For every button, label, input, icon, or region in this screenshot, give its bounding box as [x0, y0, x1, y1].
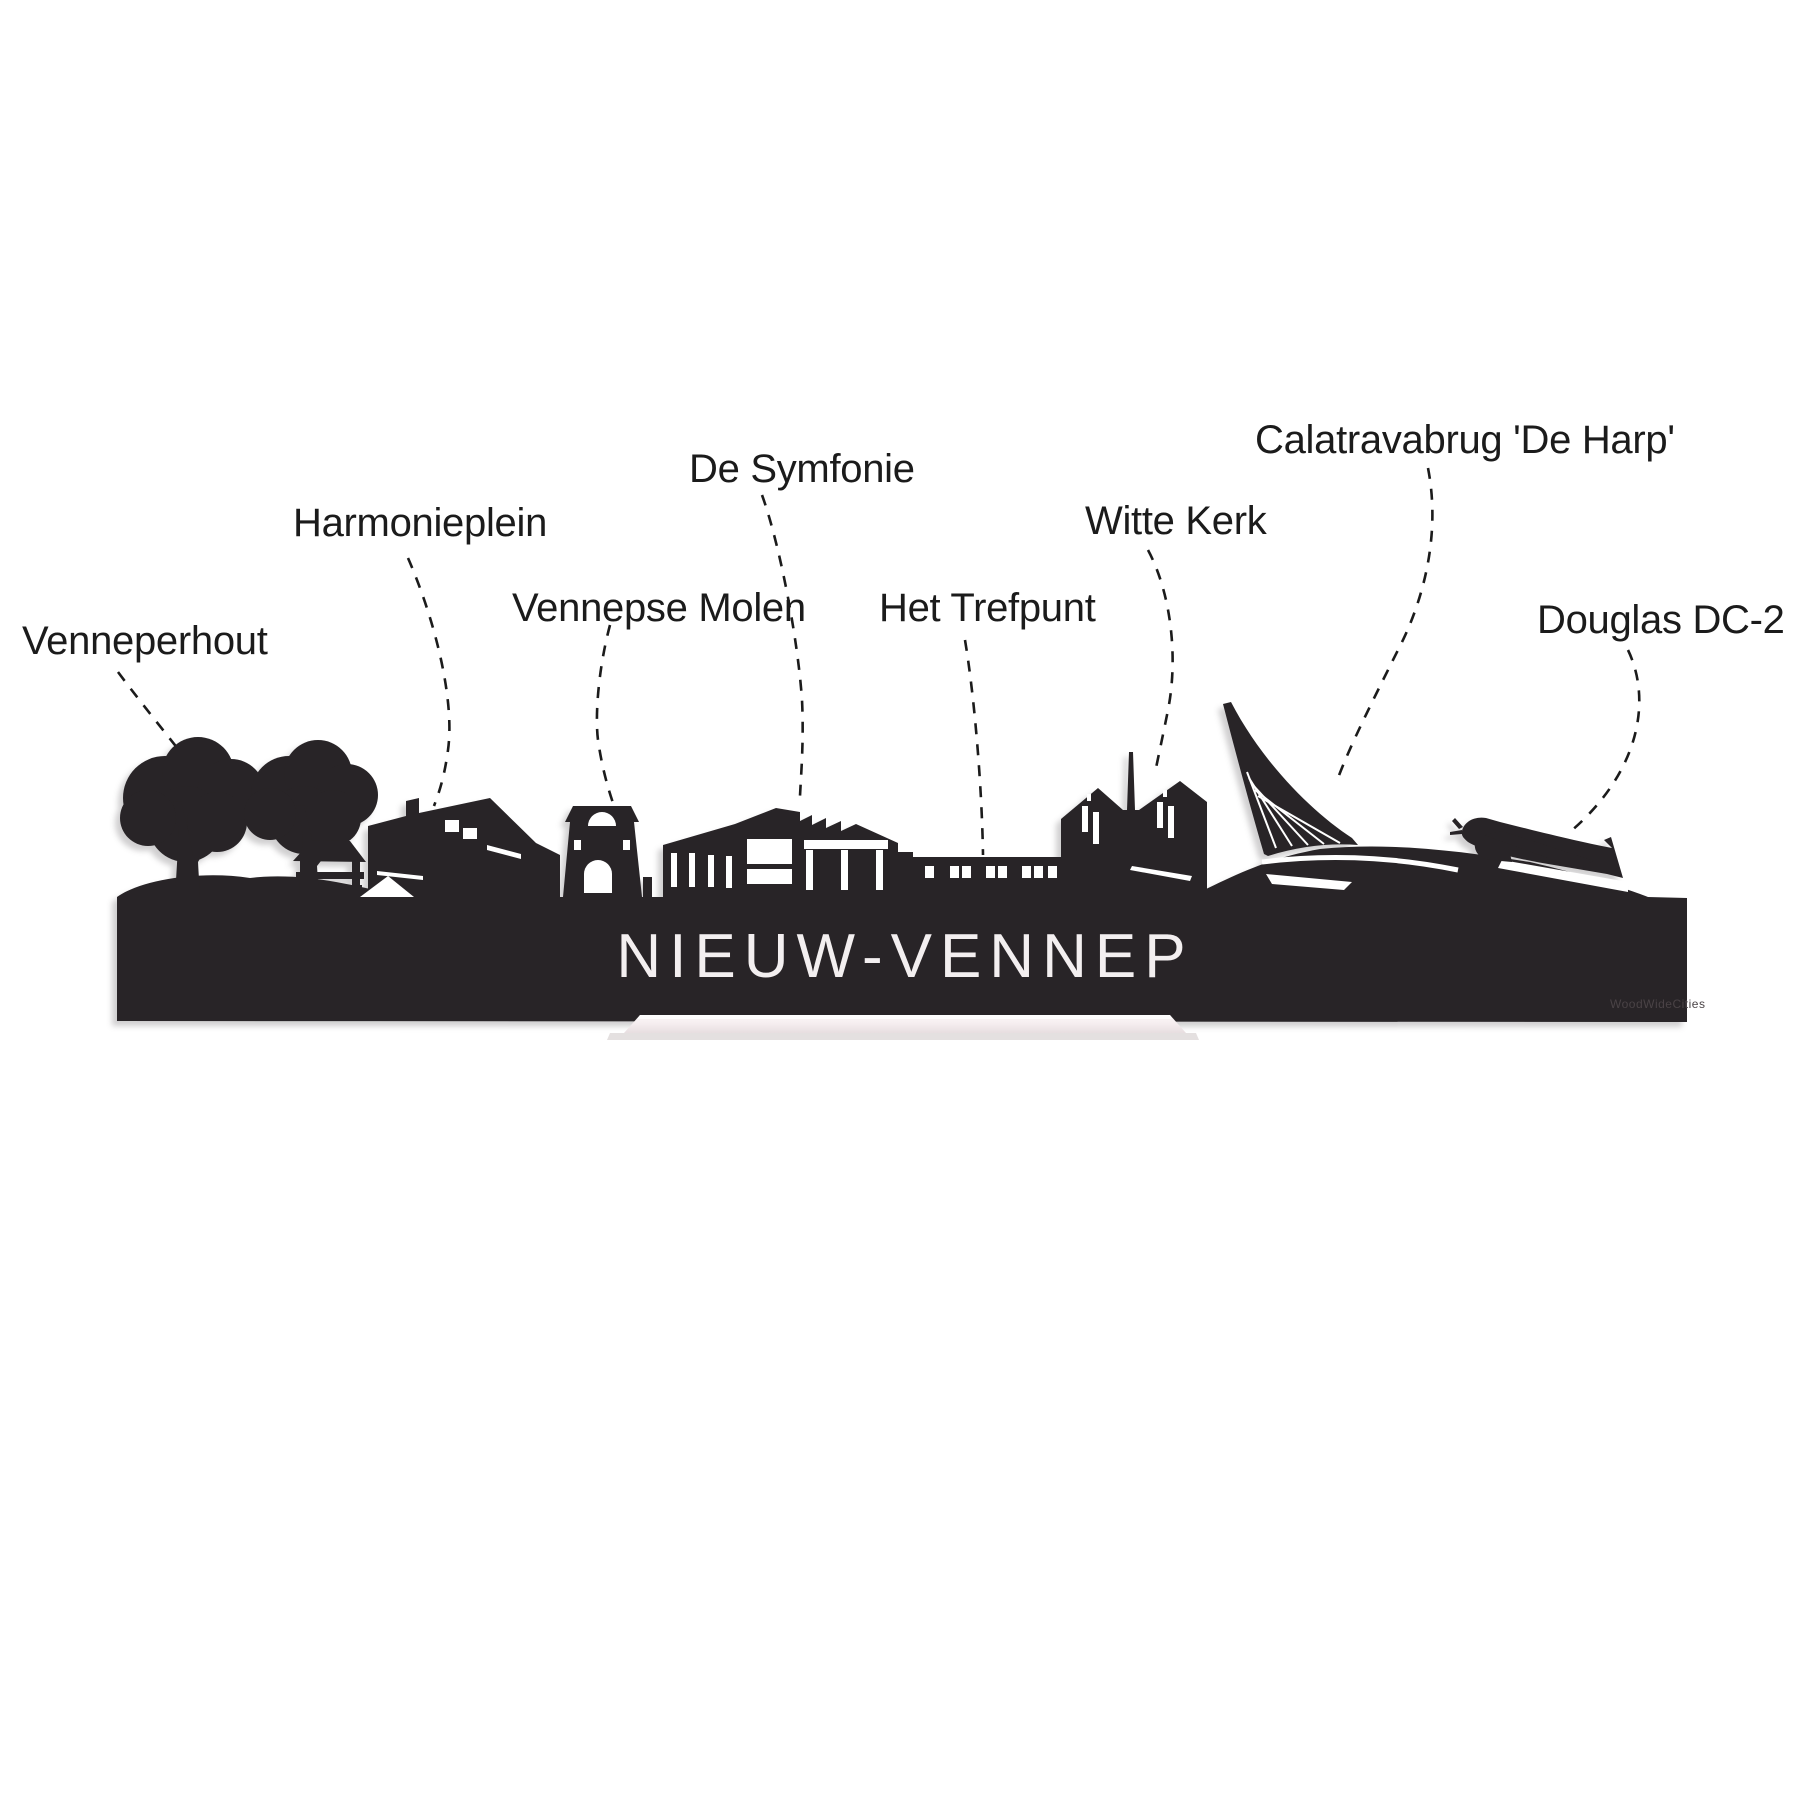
city-title: NIEUW-VENNEP: [616, 922, 1194, 991]
leader-line-de-symfonie: [762, 495, 803, 796]
leader-line-harmonieplein: [408, 558, 449, 806]
leader-line-het-trefpunt: [965, 640, 983, 855]
label-harmonieplein: Harmonieplein: [293, 501, 548, 545]
leader-line-vennepse-molen: [597, 625, 613, 803]
leader-line-douglas-dc2: [1570, 650, 1639, 832]
brand-watermark: WoodWideCities: [1610, 997, 1706, 1011]
label-venneperhout: Venneperhout: [22, 619, 268, 663]
label-calatravabrug: Calatravabrug 'De Harp': [1255, 418, 1675, 462]
label-witte-kerk: Witte Kerk: [1085, 499, 1267, 543]
calatravabrug-pylon: [1223, 702, 1358, 856]
label-het-trefpunt: Het Trefpunt: [879, 586, 1096, 630]
label-vennepse-molen: Vennepse Molen: [512, 586, 806, 630]
leader-line-witte-kerk: [1148, 550, 1173, 773]
post-block: [643, 877, 652, 897]
label-de-symfonie: De Symfonie: [689, 447, 915, 491]
label-douglas-dc2: Douglas DC-2: [1537, 598, 1785, 642]
harmonieplein-building: [368, 798, 560, 897]
leader-line-calatravabrug: [1338, 468, 1432, 778]
display-stand: [607, 1015, 1199, 1040]
